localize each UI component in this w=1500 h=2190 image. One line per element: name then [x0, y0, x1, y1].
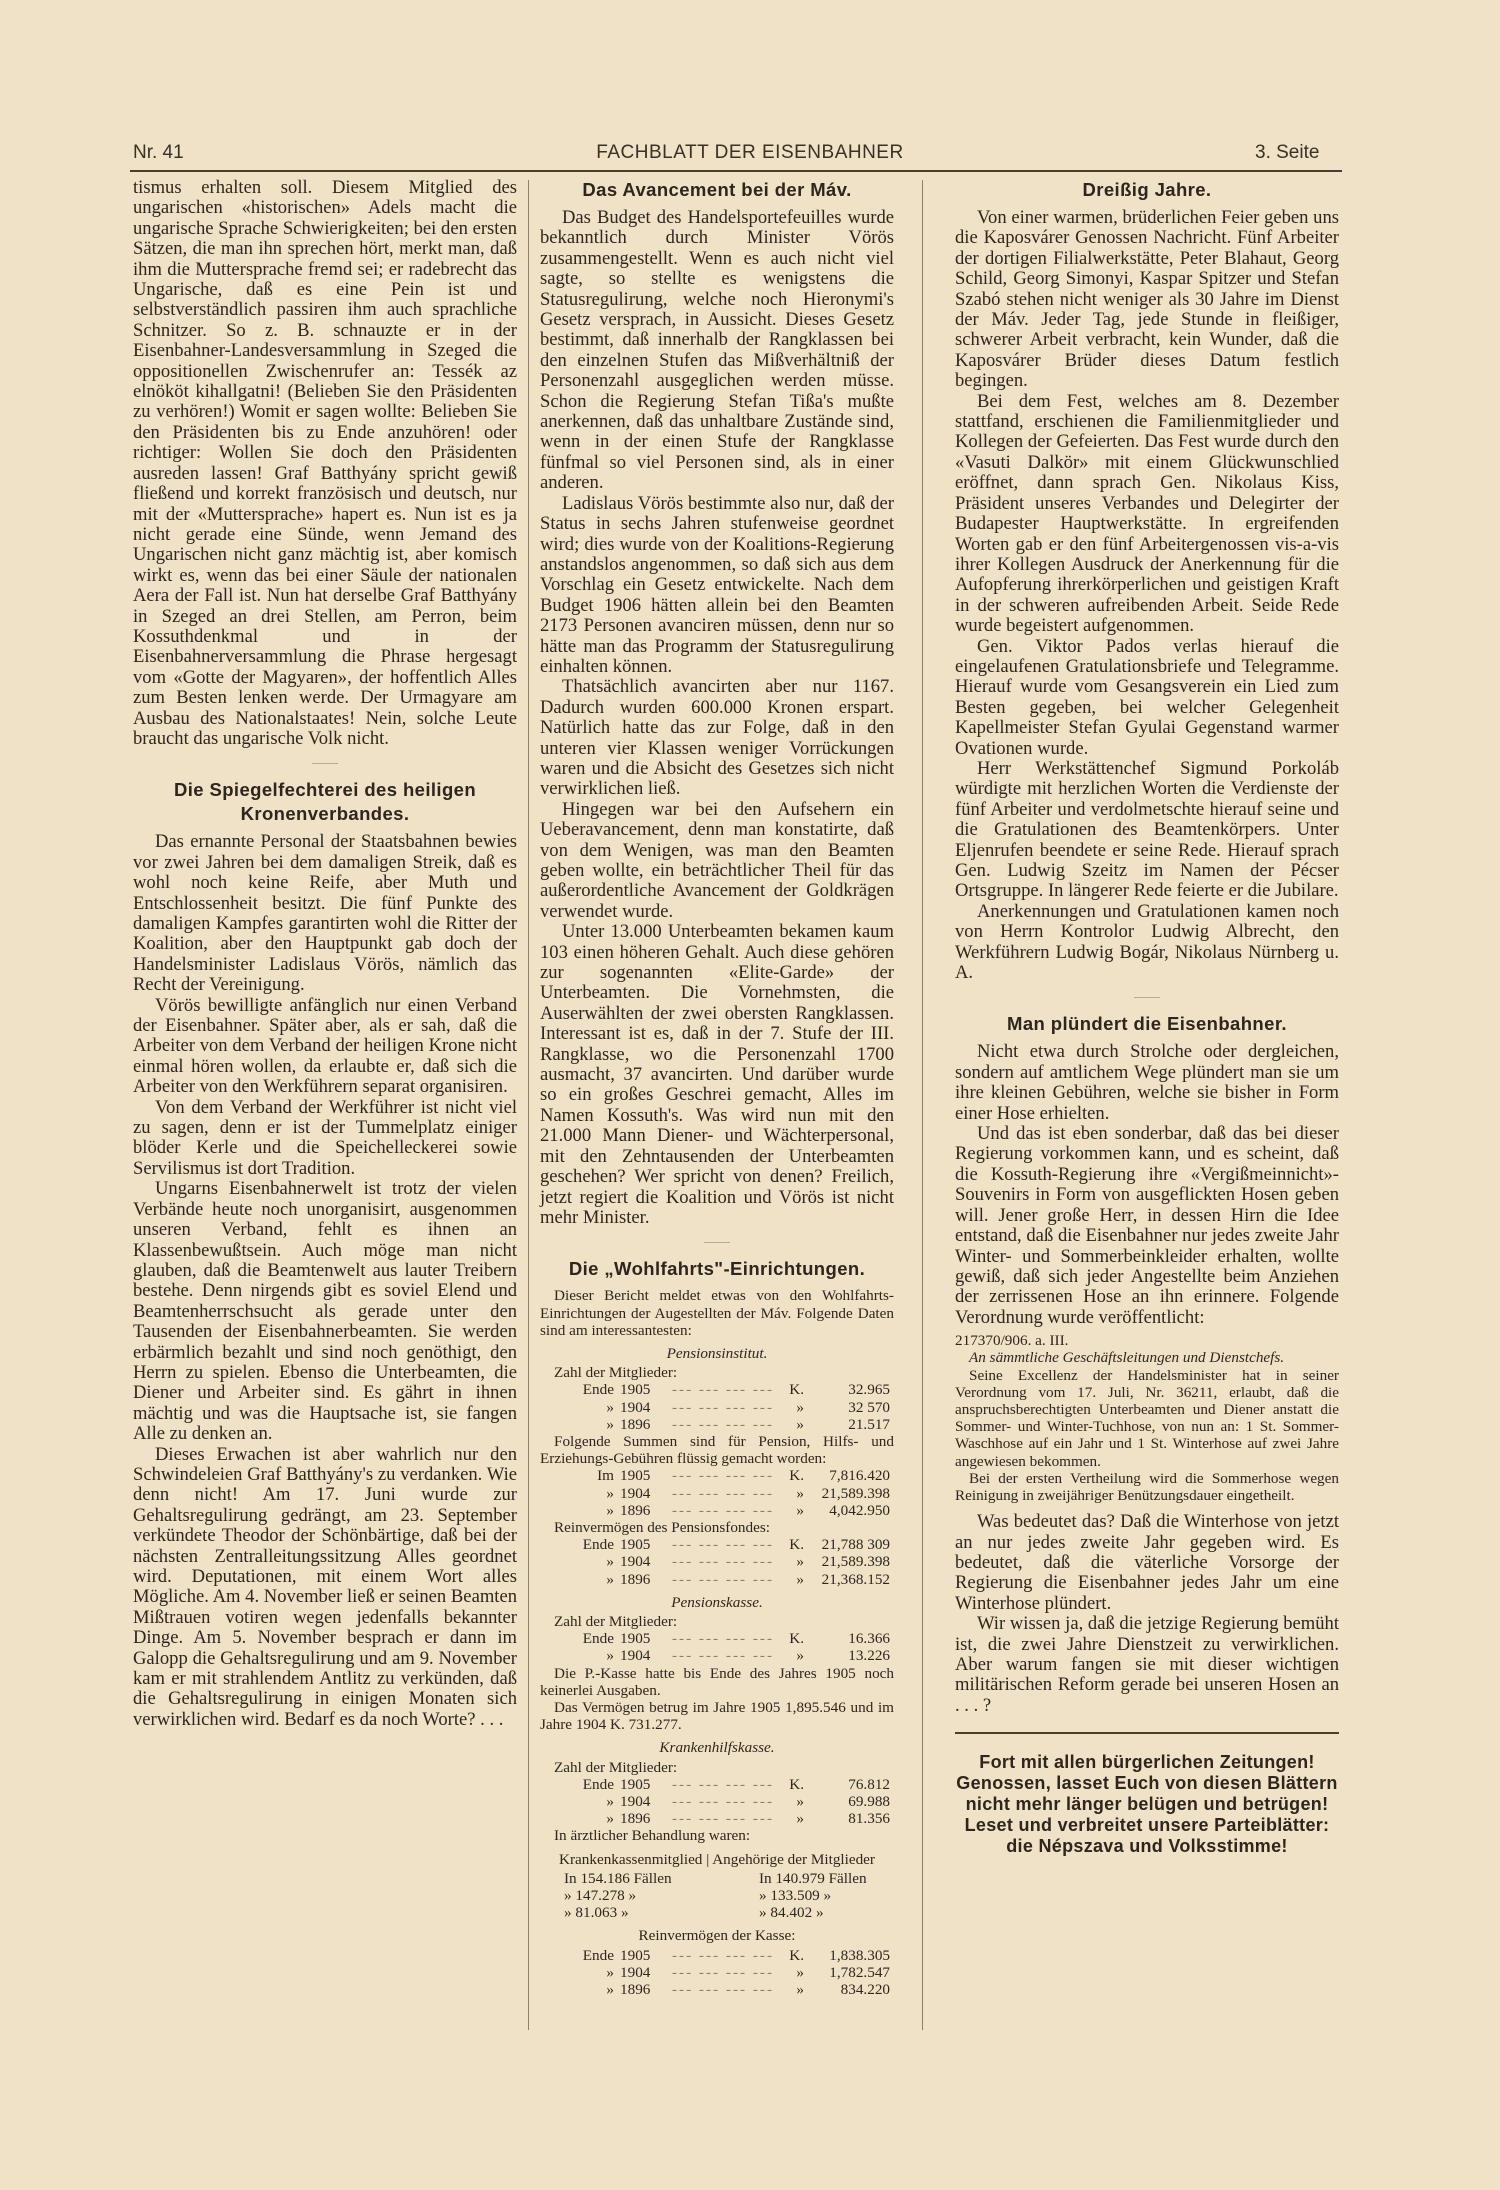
column-divider: [922, 180, 923, 2030]
row-value: 21,788 309: [821, 1536, 890, 1554]
row-unit: »: [796, 1415, 804, 1433]
row-prefix: »: [606, 1415, 614, 1433]
article-heading: Die „Wohlfahrts"-Einrichtungen.: [568, 1258, 866, 1280]
stats-paragraph: Dieser Bericht meldet etwas von den Wohlfahrts-Einrichtungen der Augestellten der Máv. Folgende Daten sind am interessantesten:: [540, 1287, 894, 1339]
row-prefix: »: [606, 1963, 614, 1981]
paragraph: Vörös bewilligte anfänglich nur einen Verband der Eisenbahner. Später aber, als er sah, daß die Arbeiter von dem Verband der heiligen Krone nicht einmal hören wollen, da erlaubte er, daß sich die Arbeiter von den Werkführern separat organisiren.: [133, 994, 517, 1098]
relative-cases: In 140.979 Fällen: [759, 1869, 867, 1887]
stats-label: Reinvermögen der Kasse:: [638, 1927, 796, 1945]
paragraph: Bei dem Fest, welches am 8. Dezember stattfand, erschienen die Familienmitglieder und Kollegen der Gefeierten. Das Fest wurde durch den «Vasuti Dalkör» mit einem Glückwunschlied eröffnet, dann sprach Gen. Nikolaus Kiss, Präsident unseres Verbandes und Delegirter der Budapester Hauptwerkstätte. In ergreifenden Worten gab er den fünf Arbeitergenossen vis-a-vis ihrer Kollegen Ausdruck der Anerkennung für die Aufopferung ihrerkörperlichen und geistigen Kraft in der schweren aufreibenden Arbeit. Seide Rede wurde begeistert aufgenommen.: [955, 390, 1339, 637]
leader-dashes: --- --- --- ---: [671, 1415, 775, 1433]
paragraph: Bei der ersten Vertheilung wird die Sommerhose wegen Reinigung in zweijähriger Benützungsdauer eingetheilt.: [955, 1469, 1339, 1504]
leader-dashes: --- --- --- ---: [671, 1570, 775, 1588]
paragraph: Das Budget des Handelsportefeuilles wurde bekanntlich durch Minister Vörös zusammengestellt. Wenn es auch nicht viel sagte, so stellte es wenigstens die Statusregulirung, welche noch Hieronymi's Gesetz versprach, in Aussicht. Dieses Gesetz bestimmt, daß innerhalb der Rangklassen bei den einzelnen Stufen das Mißverhältniß der Personenzahl ausgeglichen werden müsse. Schon die Regierung Stefan Tißa's mußte anerkennen, daß das unhaltbare Zustände sind, wenn in der einen Stufe der Rangklasse fünfmal so viel Personen sind, als in einer anderen.: [540, 207, 894, 494]
article-heading: Die Spiegelfechterei des heiligen Kronenverbandes.: [173, 779, 477, 825]
welfare-statistics: [540, 1287, 894, 1998]
stats-row: [540, 1947, 894, 1964]
decree-number: 217370/906. a. III.: [955, 1332, 1069, 1350]
row-unit: K.: [789, 1775, 804, 1793]
stats-row: [540, 1630, 894, 1647]
stats-row: [540, 1416, 894, 1433]
row-value: 834.220: [840, 1981, 890, 1999]
stats-row: [540, 1502, 894, 1519]
leader-dashes: --- --- --- ---: [671, 1484, 775, 1502]
party-notice: Fort mit allen bürgerlichen Zeitungen! Genossen, lasset Euch von diesen Blättern nicht mehr länger belügen und betrügen! Leset und verbreitet unsere Parteiblätter: die Népszava und Volksstimme!: [956, 1752, 1338, 1857]
notice-rule: [955, 1732, 1339, 1734]
paragraph: Wir wissen ja, daß die jetzige Regierung bemüht ist, die zwei Jahre Dienstzeit zu verwirklichen. Aber warum fangen sie mit dieser wichtigen militärischen Reform gerade bei unseren Hosen an . . . ?: [955, 1613, 1339, 1716]
header-rule: [130, 170, 1342, 172]
paragraph: Gen. Viktor Pados verlas hierauf die eingelaufenen Gratulationsbriefe und Telegramme. Hierauf wurde vom Gesangsverein ein Lied zum Besten gegeben, bei welcher Gelegenheit Kapellmeister Stefan Gyulai Gegenstand warmer Ovationen wurde.: [955, 635, 1339, 759]
row-unit: »: [796, 1570, 804, 1588]
decree-text: [955, 1367, 1339, 1505]
row-prefix: »: [606, 1484, 614, 1502]
row-value: 7,816.420: [829, 1467, 890, 1485]
column-2: [540, 178, 894, 1998]
member-cases: » 147.278 »: [564, 1887, 637, 1905]
row-year: 1904: [620, 1793, 651, 1810]
column-1: [133, 178, 517, 1730]
row-prefix: »: [606, 1570, 614, 1588]
article-body: [955, 1512, 1339, 1716]
stats-row: [540, 1381, 894, 1398]
row-unit: »: [796, 1810, 804, 1828]
stats-row: [540, 1776, 894, 1793]
row-value: 13.226: [848, 1647, 890, 1665]
paragraph: Anerkennungen und Gratulationen kamen noch von Herrn Kontrolor Ludwig Albrecht, den Werkführern Ludwig Bogár, Nikolaus Nürnberg u. A.: [955, 900, 1339, 984]
row-prefix: Ende: [582, 1946, 614, 1964]
cases-row: [540, 1887, 894, 1904]
row-year: 1904: [620, 1553, 651, 1571]
row-prefix: Ende: [582, 1536, 614, 1554]
paragraph: Dieses Erwachen ist aber wahrlich nur den Schwindeleien Graf Batthyány's zu verdanken. Wie denn nicht! Am 17. Juni wurde zur Gehaltsregulirung gedrängt, am 23. September verkündete Theodor der Schönbärtige, daß bei der nächsten Zentralleitungssitzung Alles geordnet wird. Deputationen, mit einem Wort alles Mögliche. Am 4. November ließ er seinen Beamten Mißtrauen votiren wegen jedenfalls bekannter Dinge. Am 5. November besprach er dann im Galopp die Gehaltsregulirung und am 9. November kam er mit strahlendem Antlitz zu verkünden, daß die Gehaltsregulirung in einigen Monaten sich verwirklichen wird. Bedarf es da noch Worte? . . .: [133, 1443, 517, 1730]
paragraph: Nicht etwa durch Strolche oder dergleichen, sondern auf amtlichem Wege plündert man sie um ihre kleinen Gebühren, welche sie bisher in Form einer Hose erhielten.: [955, 1041, 1339, 1124]
row-year: 1904: [620, 1484, 651, 1502]
stats-section-title: Pensionsinstitut.: [666, 1344, 768, 1362]
leader-dashes: --- --- --- ---: [671, 1536, 775, 1554]
row-prefix: »: [606, 1810, 614, 1828]
masthead-title: FACHBLATT DER EISENBAHNER: [596, 142, 904, 163]
row-value: 21.517: [848, 1415, 890, 1433]
row-prefix: »: [606, 1553, 614, 1571]
row-value: 4,042.950: [829, 1501, 890, 1519]
column-divider: [528, 180, 529, 2030]
leader-dashes: --- --- --- ---: [671, 1981, 775, 1999]
leader-dashes: --- --- --- ---: [671, 1946, 775, 1964]
leader-dashes: --- --- --- ---: [671, 1963, 775, 1981]
row-value: 1,838.305: [829, 1946, 890, 1964]
row-value: 32.965: [848, 1381, 890, 1399]
row-value: 69.988: [848, 1793, 890, 1810]
paragraph: Hingegen war bei den Aufsehern ein Ueberavancement, denn man konstatirte, daß von dem Wenigen, was man den Beamten geben wollte, ein beträchtlicher Theil für das außerordentliche Avancement der Goldkrägen verwendet wurde.: [540, 798, 894, 922]
leader-dashes: --- --- --- ---: [671, 1553, 775, 1571]
stats-label: Krankenkassenmitglied | Angehörige der Mitglieder: [559, 1850, 875, 1868]
stats-row: [540, 1467, 894, 1484]
row-year: 1905: [620, 1467, 651, 1485]
cases-row: [540, 1904, 894, 1921]
row-year: 1904: [620, 1647, 651, 1665]
row-prefix: »: [606, 1981, 614, 1999]
row-year: 1905: [620, 1630, 651, 1648]
paragraph: Thatsächlich avancirten aber nur 1167. Dadurch wurden 600.000 Kronen erspart. Natürlich hatte das zur Folge, daß in den unteren vier Klassen weniger Vorrückungen waren und die Absicht des Gesetzes sich nicht verwirklichen ließ.: [540, 676, 894, 800]
leader-dashes: --- --- --- ---: [671, 1630, 775, 1648]
leader-dashes: --- --- --- ---: [671, 1398, 775, 1416]
article-heading: Das Avancement bei der Máv.: [582, 179, 852, 200]
stats-row: [540, 1793, 894, 1810]
stats-row: [540, 1553, 894, 1570]
leader-dashes: --- --- --- ---: [671, 1775, 775, 1793]
row-prefix: »: [606, 1398, 614, 1416]
stats-label: Reinvermögen des Pensionsfondes:: [554, 1518, 770, 1536]
row-unit: K.: [789, 1467, 804, 1485]
row-value: 1,782.547: [829, 1963, 890, 1981]
row-year: 1905: [620, 1775, 651, 1793]
row-unit: »: [796, 1501, 804, 1519]
stats-row: [540, 1810, 894, 1827]
row-prefix: »: [606, 1793, 614, 1810]
row-unit: »: [796, 1484, 804, 1502]
stats-row: [540, 1647, 894, 1664]
article-body: [133, 832, 517, 1730]
stats-label: Zahl der Mitglieder:: [554, 1612, 678, 1630]
separator: [312, 763, 338, 764]
paragraph: Das ernannte Personal der Staatsbahnen bewies vor zwei Jahren bei dem damaligen Streik, daß es wohl noch keine Reife, aber Muth und Entschlossenheit besitzt. Die fünf Punkte des damaligen Kampfes garantirten wohl die Ritter der Koalition, aber den Hauptpunkt gab doch der Handelsminister Ladislaus Vörös, nämlich das Recht der Vereinigung.: [133, 831, 517, 996]
article-body: [955, 208, 1339, 983]
row-prefix: »: [606, 1647, 614, 1665]
article-continuation: tismus erhalten soll. Diesem Mitglied des ungarischen «historischen» Adels macht die ungarische Sprache Schwierigkeiten; bei den ersten Sätzen, die man ihn sprechen hört, merkt man, daß ihm die Muttersprache fremd sei; er radebrecht das Ungarische, daß es eine Pein ist und selbstverständlich passiren ihm auch sprachliche Schnitzer. So z. B. schnauzte er in der Eisenbahner-Landesversammlung in Szeged die oppositionellen Zwischenrufer an: Tessék az elnököt kihallgatni! (Belieben Sie den Präsidenten zu verhören!) Womit er sagen wollte: Belieben Sie den Präsidenten bis zu Ende anzuhören! oder richtiger: Wollen Sie doch den Präsidenten ausreden lassen! Graf Batthyány spricht gewiß fließend und korrekt französisch und deutsch, nur mit der «Muttersprache» hapert es. Nun ist es ja nicht gerade eine Sünde, wenn Jemand des Ungarischen nicht ganz mächtig ist, aber komisch wirkt es, wenn das bei einer Säule der nationalen Aera der Fall ist. Nun hat derselbe Graf Batthyány in Szeged an drei Stellen, am Perron, beim Kossuthdenkmal und in der Eisenbahnerversammlung die Phrase hergesagt vom «Gotte der Magyaren», der hoffentlich Alles zum Besten lenken werde. Der Urmagyare am Ausbau des Nationalstaates! Nein, solche Leute braucht das ungarische Volk nicht.: [133, 177, 517, 749]
row-unit: »: [796, 1981, 804, 1999]
stats-paragraph: Das Vermögen betrug im Jahre 1905 1,895.546 und im Jahre 1904 K. 731.277.: [540, 1698, 894, 1734]
paragraph: Seine Excellenz der Handelsminister hat in seiner Verordnung vom 17. Juli, Nr. 36211, erlaubt, daß die anspruchsberechtigten Unterbeamten und Diener anstatt die Sommer- und Winter-Tuchhose, von nun an: 1 St. Sommer-Waschhose auf ein Jahr und 1 St. Winterhose auf zwei Jahre angewiesen bekommen.: [955, 1366, 1339, 1470]
stats-row: [540, 1964, 894, 1981]
page-number: 3. Seite: [1255, 142, 1320, 163]
column-3: [955, 178, 1339, 1857]
article-heading: Dreißig Jahre.: [1082, 179, 1212, 200]
relative-cases: » 133.509 »: [759, 1887, 832, 1905]
paragraph: Unter 13.000 Unterbeamten bekamen kaum 103 einen höheren Gehalt. Auch diese gehören zur sogenannten «Elite-Garde» der Unterbeamten. Die Vornehmsten, die Auserwählten der zwei obersten Rangklassen. Interessant ist es, daß in der 7. Stufe der III. Rangklasse, wo die Personenzahl 1700 ausmacht, 37 avancirten. Und darüber wurde so ein großes Geschrei gemacht, Alles im Namen Kossuth's. Was wird nun mit den 21.000 Mann Diener- und Wächterpersonal, mit den Zehntausenden der Unterbeamten geschehen? Wer spricht von denen? Freilich, jetzt regiert die Koalition und Vörös ist nicht mehr Minister.: [540, 921, 894, 1228]
row-unit: K.: [789, 1536, 804, 1554]
row-prefix: Ende: [582, 1775, 614, 1793]
stats-row: [540, 1571, 894, 1588]
row-value: 32 570: [848, 1398, 890, 1416]
row-year: 1904: [620, 1398, 651, 1416]
leader-dashes: --- --- --- ---: [671, 1647, 775, 1665]
row-prefix: Ende: [582, 1381, 614, 1399]
row-unit: »: [796, 1398, 804, 1416]
stats-label: Zahl der Mitglieder:: [554, 1364, 678, 1382]
row-prefix: »: [606, 1501, 614, 1519]
stats-row: [540, 1981, 894, 1998]
row-year: 1896: [620, 1570, 651, 1588]
issue-number: Nr. 41: [133, 142, 184, 163]
row-year: 1905: [620, 1946, 651, 1964]
stats-label: Zahl der Mitglieder:: [554, 1758, 678, 1776]
stats-label: In ärztlicher Behandlung waren:: [554, 1827, 751, 1845]
row-year: 1904: [620, 1963, 651, 1981]
leader-dashes: --- --- --- ---: [671, 1381, 775, 1399]
row-year: 1896: [620, 1981, 651, 1999]
row-year: 1896: [620, 1415, 651, 1433]
row-unit: K.: [789, 1946, 804, 1964]
paragraph: Ungarns Eisenbahnerwelt ist trotz der vielen Verbände heute noch unorganisirt, ausgenommen unseren Verband, fehlt es ihnen an Klassenbewußtsein. Auch möge man nicht glauben, daß die Beamtenwelt aus lauter Treibern bestehe. Denn nirgends gibt es soviel Elend und Beamtenherrschsucht als gerade unter den Tausenden der Eisenbahnerbeamten. Sie werden erbärmlich bezahlt und sind noch genöthigt, den Herrn zu spielen. Ebenso die Unterbeamten, die Diener und Arbeiter sind. Es gährt in ihnen mächtig und was die Hauptsache ist, sie fangen Alle zu denken an.: [133, 1178, 517, 1445]
member-cases: In 154.186 Fällen: [564, 1869, 672, 1887]
row-unit: K.: [789, 1381, 804, 1399]
row-unit: »: [796, 1647, 804, 1665]
separator: [1134, 997, 1160, 998]
cases-row: [540, 1870, 894, 1887]
row-year: 1905: [620, 1536, 651, 1554]
article-body: [955, 1042, 1339, 1328]
row-prefix: Im: [597, 1467, 614, 1485]
row-value: 76.812: [848, 1775, 890, 1793]
row-value: 16.366: [848, 1630, 890, 1648]
row-unit: »: [796, 1553, 804, 1571]
leader-dashes: --- --- --- ---: [671, 1810, 775, 1828]
stats-paragraph: Die P.-Kasse hatte bis Ende des Jahres 1905 noch keinerlei Ausgaben.: [540, 1664, 894, 1699]
paragraph: Herr Werkstättenchef Sigmund Porkoláb würdigte mit herzlichen Worten die Verdienste der fünf Arbeiter und verdolmetschte hierauf seine und die Gratulationen des Beamtenkörpers. Unter Eljenrufen beendete er seine Rede. Hierauf sprach Gen. Ludwig Szeitz im Namen der Pécser Ortsgruppe. In längerer Rede feierte er die Jubilare.: [955, 757, 1339, 902]
member-cases: » 81.063 »: [564, 1904, 629, 1922]
leader-dashes: --- --- --- ---: [671, 1501, 775, 1519]
stats-row: [540, 1536, 894, 1553]
paragraph: Was bedeutet das? Daß die Winterhose von jetzt an nur jedes zweite Jahr gegeben wird. Es bedeutet, daß die väterliche Vorsorge der Regierung die Eisenbahner jedes Jahr um eine Winterhose plündert.: [955, 1511, 1339, 1614]
row-unit: »: [796, 1793, 804, 1810]
row-year: 1896: [620, 1501, 651, 1519]
row-prefix: Ende: [582, 1630, 614, 1648]
stats-row: [540, 1399, 894, 1416]
relative-cases: » 84.402 »: [759, 1904, 824, 1922]
paragraph: Von einer warmen, brüderlichen Feier geben uns die Kaposvárer Genossen Nachricht. Fünf Arbeiter der dortigen Filialwerkstätte, Peter Blahaut, Georg Schild, Georg Simonyi, Kaspar Spitzer und Stefan Szabó stehen nicht weniger als 30 Jahre im Dienst der Máv. Jeder Tag, jede Stunde in fleißiger, schwerer Arbeit verbracht, kein Wunder, daß die Kaposvárer Brüder dieses Datum festlich begingen.: [955, 207, 1339, 392]
article-body: [540, 208, 894, 1228]
separator: [704, 1242, 730, 1243]
stats-section-title: Pensionskasse.: [671, 1593, 763, 1611]
row-unit: »: [796, 1963, 804, 1981]
row-year: 1896: [620, 1810, 651, 1828]
paragraph: Ladislaus Vörös bestimmte also nur, daß der Status in sechs Jahren stufenweise geordnet wird; dies wurde von der Koalitions-Regierung anstandslos angenommen, so daß sich aus dem Vorschlag ein Gesetz entwickelte. Nach dem Budget 1906 hätten allein bei den Beamten 2173 Personen avanciren müssen, denn nur so hätte man das Programm der Statusregulirung einhalten können.: [540, 492, 894, 677]
stats-section-title: Krankenhilfskasse.: [659, 1739, 775, 1757]
row-unit: K.: [789, 1630, 804, 1648]
leader-dashes: --- --- --- ---: [671, 1793, 775, 1810]
paragraph: Von dem Verband der Werkführer ist nicht viel zu sagen, denn er ist der Tummelplatz einiger blöder Kerle und die Speichelleckerei sowie Servilismus ist dort Tradition.: [133, 1096, 517, 1179]
decree-addressee: An sämmtliche Geschäftsleitungen und Dienstchefs.: [969, 1349, 1285, 1367]
row-value: 21,589.398: [821, 1553, 890, 1571]
stats-paragraph: Folgende Summen sind für Pension, Hilfs- und Erziehungs-Gebühren flüssig gemacht worden:: [540, 1432, 894, 1468]
row-value: 81.356: [848, 1810, 890, 1828]
article-heading: Man plündert die Eisenbahner.: [1007, 1013, 1287, 1035]
row-value: 21,589.398: [821, 1484, 890, 1502]
stats-row: [540, 1485, 894, 1502]
paragraph: Und das ist eben sonderbar, daß das bei dieser Regierung vorkommen kann, und es scheint, daß die Kossuth-Regierung ihre «Vergißmeinnicht»-Souvenirs in Form von ausgeflickten Hosen geben will. Jener große Herr, in dessen Hirn die Idee entstand, daß die Eisenbahner nur jedes zweite Jahr Winter- und Sommerbeinkleider erhalten, wollte gewiß, daß sich jeder Angestellte beim Anziehen der zerrissenen Hose an ihn erinnere. Folgende Verordnung wurde veröffentlicht:: [955, 1123, 1339, 1328]
leader-dashes: --- --- --- ---: [671, 1467, 775, 1485]
row-value: 21,368.152: [821, 1570, 890, 1588]
row-year: 1905: [620, 1381, 651, 1399]
